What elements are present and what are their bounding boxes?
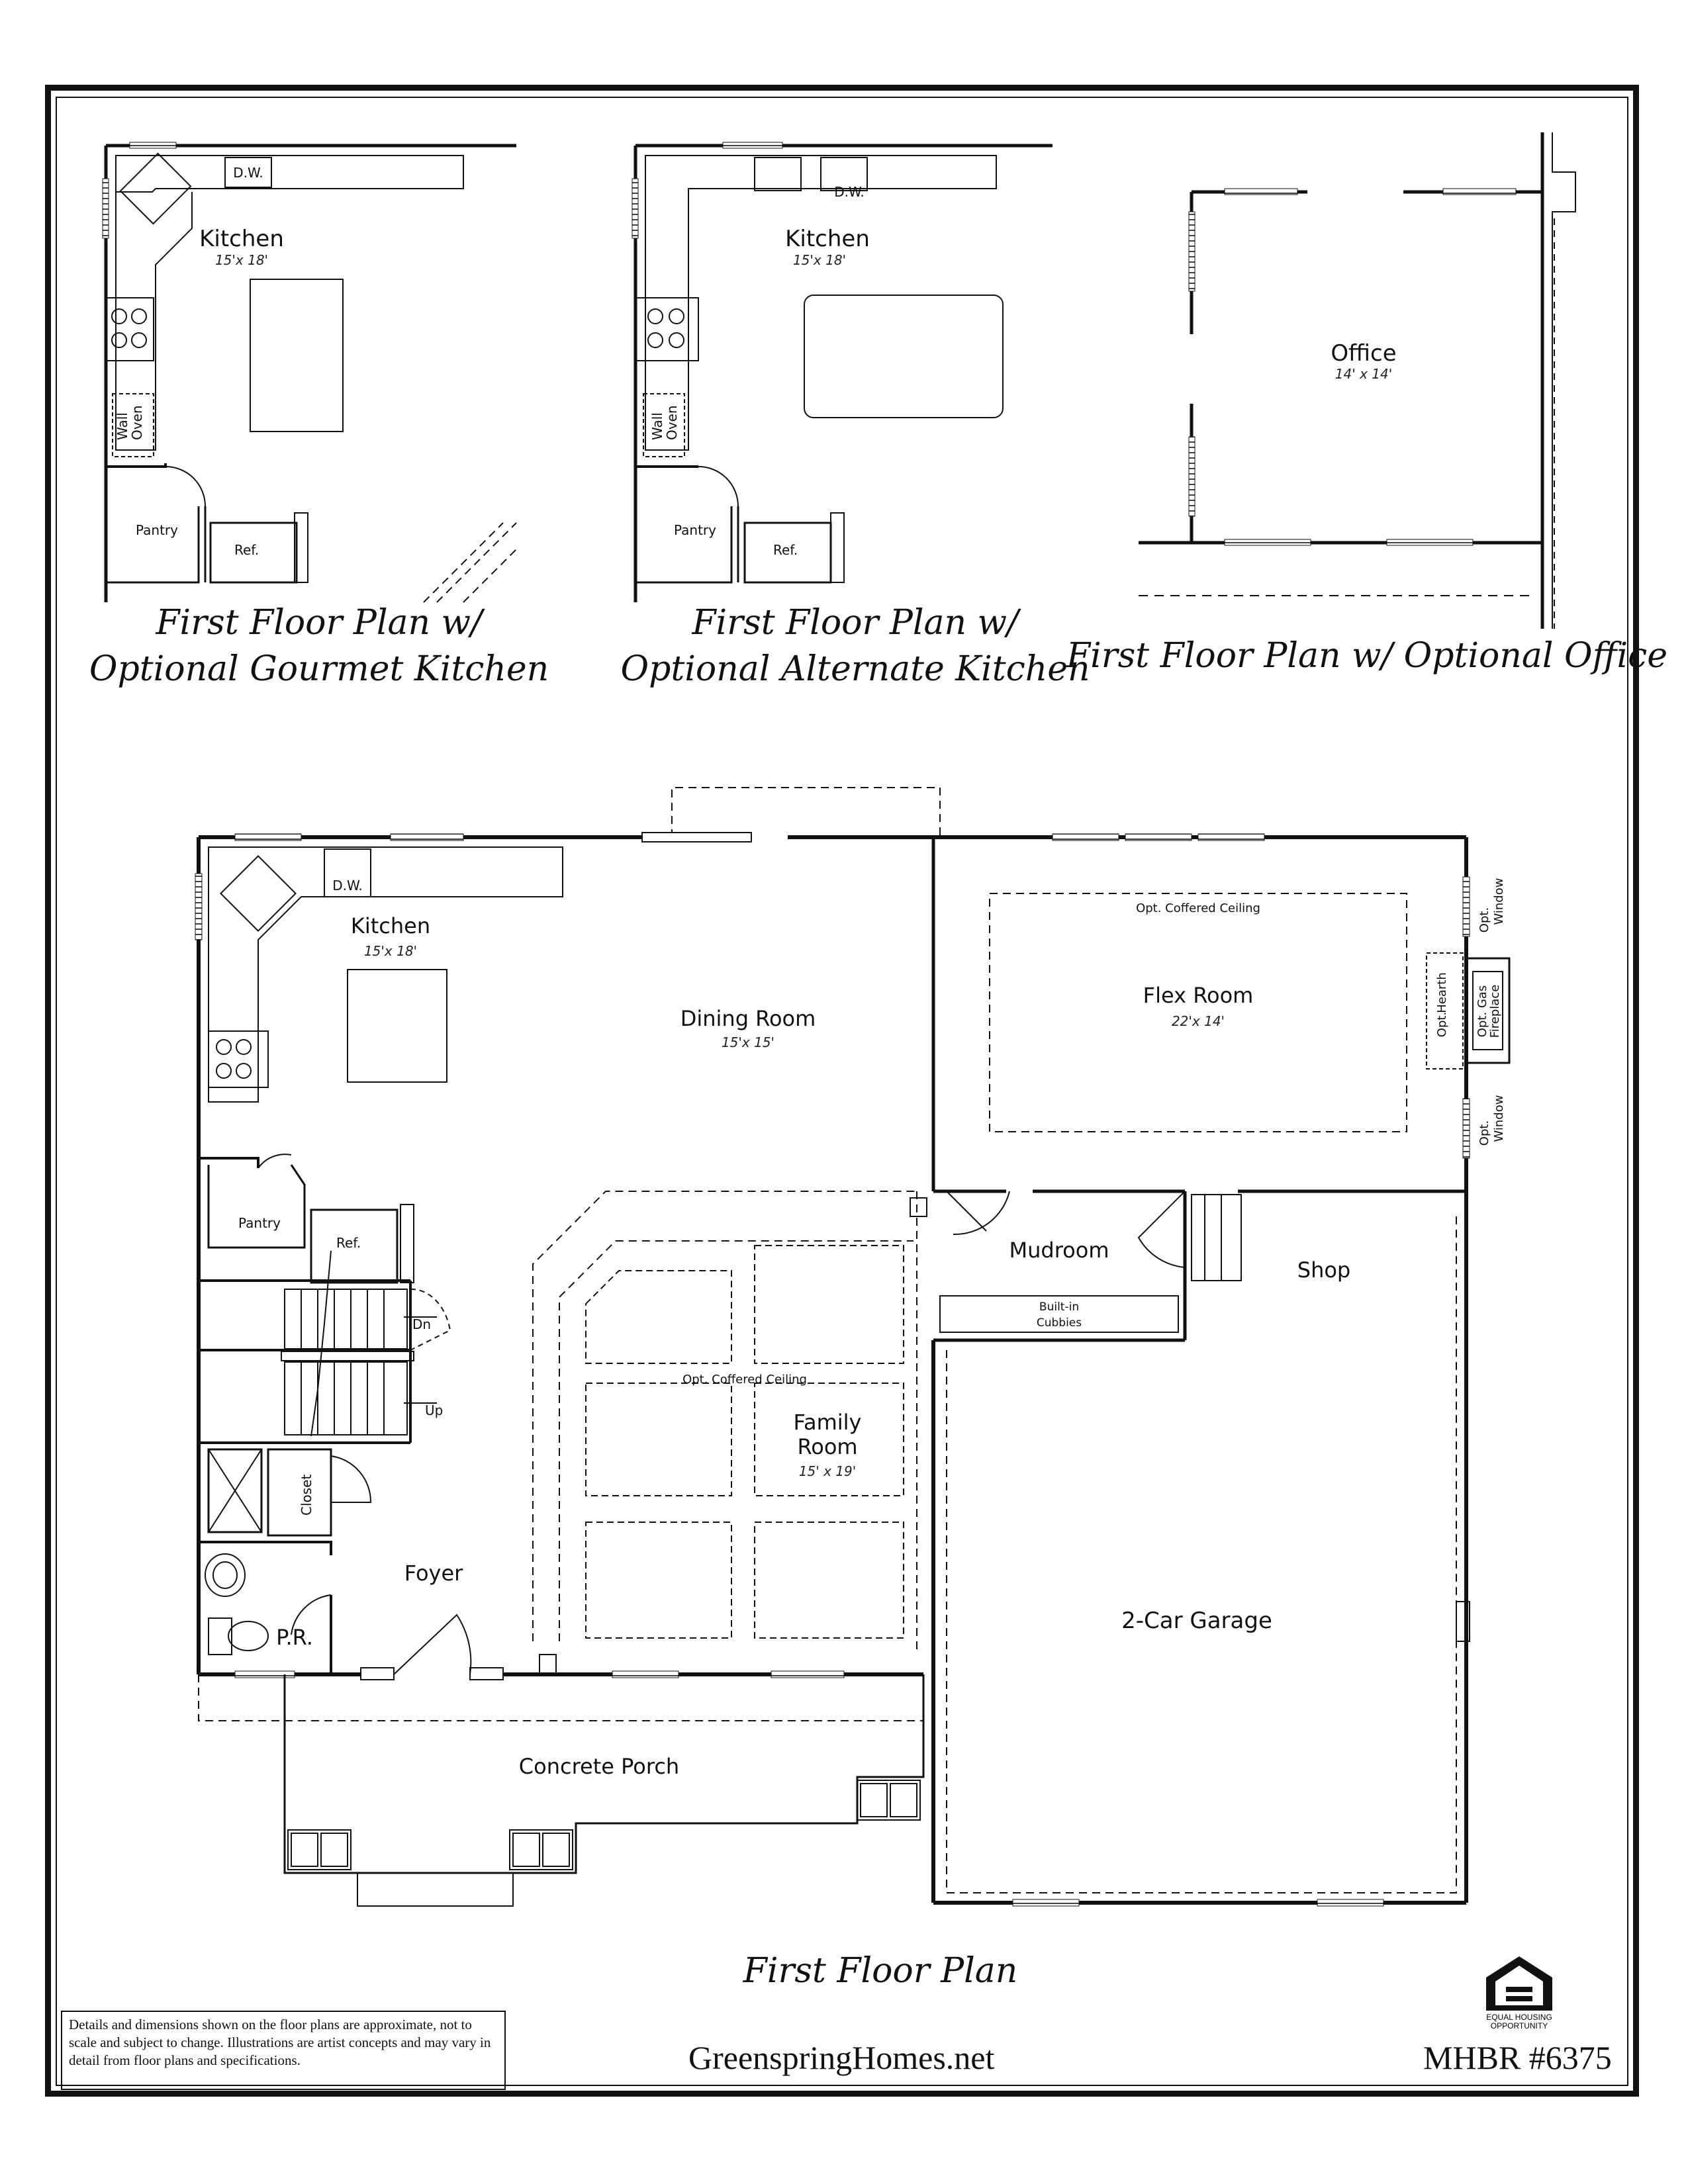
powder-room-label: P.R. bbox=[276, 1625, 313, 1650]
window bbox=[632, 179, 638, 238]
window bbox=[235, 834, 301, 841]
window bbox=[1225, 539, 1311, 545]
window bbox=[195, 874, 202, 940]
family-room-label-line1: Family bbox=[793, 1410, 862, 1435]
inset-alternate-wall-label: Wall bbox=[649, 412, 665, 440]
inset-alternate-kitchen-label: Kitchen bbox=[785, 226, 870, 252]
foyer-label: Foyer bbox=[404, 1561, 463, 1586]
inset-gourmet-oven-label: Oven bbox=[129, 405, 145, 440]
dw-label: D.W. bbox=[332, 878, 363, 893]
inset-gourmet-kitchen-dim: 15'x 18' bbox=[214, 252, 269, 268]
window bbox=[723, 142, 782, 148]
caption-alternate-line2: Optional Alternate Kitchen bbox=[620, 649, 1090, 689]
window bbox=[1053, 834, 1119, 841]
family-coffered-ceiling-label: Opt. Coffered Ceiling bbox=[682, 1373, 807, 1387]
window bbox=[1189, 437, 1195, 516]
flex-coffered-ceiling-label: Opt. Coffered Ceiling bbox=[1136, 901, 1260, 915]
caption-gourmet-line2: Optional Gourmet Kitchen bbox=[89, 649, 549, 689]
window bbox=[1013, 1899, 1079, 1906]
window bbox=[1317, 1899, 1383, 1906]
disclaimer: Details and dimensions shown on the floor plans are approximate, not to scale and subject to change. Illustrations are artist concepts and may vary in detail from floor plans and specifications. bbox=[61, 2011, 506, 2090]
opt-fireplace-line2: Fireplace bbox=[1488, 984, 1502, 1038]
caption-office: First Floor Plan w/ Optional Office bbox=[1066, 636, 1667, 676]
cubbies-line1: Built-in bbox=[1039, 1300, 1080, 1314]
kitchen-dim: 15'x 18' bbox=[363, 943, 418, 959]
family-room-dim: 15' x 19' bbox=[798, 1463, 857, 1479]
inset-gourmet-ref-label: Ref. bbox=[234, 542, 259, 558]
opt-window-top-line2: Window bbox=[1492, 878, 1506, 925]
window bbox=[130, 142, 176, 148]
caption-main-plan: First Floor Plan bbox=[743, 1951, 1018, 1991]
caption-gourmet-line1: First Floor Plan w/ bbox=[156, 603, 483, 643]
family-room-label-line2: Room bbox=[797, 1434, 858, 1459]
kitchen-label: Kitchen bbox=[350, 913, 431, 938]
inset-alternate-pantry-label: Pantry bbox=[674, 522, 716, 538]
closet-label: Closet bbox=[299, 1474, 314, 1516]
inset-gourmet-dw-label: D.W. bbox=[233, 165, 263, 181]
inset-alternate-dw-label: D.W. bbox=[834, 184, 865, 200]
shop-label: Shop bbox=[1297, 1257, 1351, 1283]
window bbox=[771, 1671, 844, 1678]
dining-room-label: Dining Room bbox=[680, 1006, 816, 1031]
sliding-door bbox=[642, 833, 751, 842]
opt-window-top-line1: Opt. bbox=[1477, 907, 1491, 933]
opt-window-bottom-line1: Opt. bbox=[1477, 1120, 1491, 1146]
inset-gourmet-wall-label: Wall bbox=[115, 412, 130, 440]
ref-label: Ref. bbox=[336, 1235, 361, 1251]
window bbox=[1198, 834, 1264, 841]
inset-office-label: Office bbox=[1331, 340, 1397, 367]
window bbox=[1125, 834, 1192, 841]
window bbox=[1189, 212, 1195, 291]
inset-office-dim: 14' x 14' bbox=[1335, 366, 1393, 382]
caption-alternate-line1: First Floor Plan w/ bbox=[692, 603, 1019, 643]
cubbies-line2: Cubbies bbox=[1036, 1316, 1082, 1330]
window bbox=[1225, 189, 1297, 195]
opt-window-bottom-line2: Window bbox=[1492, 1095, 1506, 1142]
window bbox=[1443, 189, 1516, 195]
concrete-porch-label: Concrete Porch bbox=[518, 1754, 680, 1779]
inset-alternate-kitchen-dim: 15'x 18' bbox=[792, 252, 847, 268]
window bbox=[1387, 539, 1473, 545]
eho-line2: OPPORTUNITY bbox=[1490, 2021, 1548, 2030]
eho-line1: EQUAL HOUSING bbox=[1486, 2013, 1552, 2022]
inset-gourmet-pantry-label: Pantry bbox=[136, 522, 178, 538]
window bbox=[1463, 877, 1470, 936]
opt-hearth-line1: Opt. bbox=[1435, 1011, 1449, 1038]
mudroom-label: Mudroom bbox=[1009, 1238, 1109, 1263]
opt-fireplace-line1: Opt. Gas bbox=[1476, 985, 1489, 1038]
pantry-label: Pantry bbox=[238, 1215, 281, 1231]
window bbox=[103, 179, 109, 238]
inset-alternate-ref-label: Ref. bbox=[773, 542, 798, 558]
dining-room-dim: 15'x 15' bbox=[721, 1034, 775, 1050]
garage-label: 2-Car Garage bbox=[1121, 1608, 1272, 1634]
flex-room-label: Flex Room bbox=[1143, 983, 1254, 1008]
window bbox=[1463, 1099, 1470, 1158]
stairs-down-label: Dn bbox=[412, 1316, 432, 1332]
window bbox=[391, 834, 463, 841]
stairs-up-label: Up bbox=[425, 1402, 444, 1418]
window bbox=[612, 1671, 679, 1678]
opt-hearth-line2: Hearth bbox=[1435, 972, 1449, 1013]
license-number: MHBR #6375 bbox=[1423, 2039, 1612, 2076]
website-link[interactable]: GreenspringHomes.net bbox=[688, 2039, 995, 2076]
flex-room-dim: 22'x 14' bbox=[1171, 1013, 1225, 1029]
equal-housing-logo bbox=[1479, 1951, 1559, 2030]
inset-gourmet-kitchen-label: Kitchen bbox=[199, 226, 284, 252]
inset-alternate-oven-label: Oven bbox=[664, 405, 680, 440]
